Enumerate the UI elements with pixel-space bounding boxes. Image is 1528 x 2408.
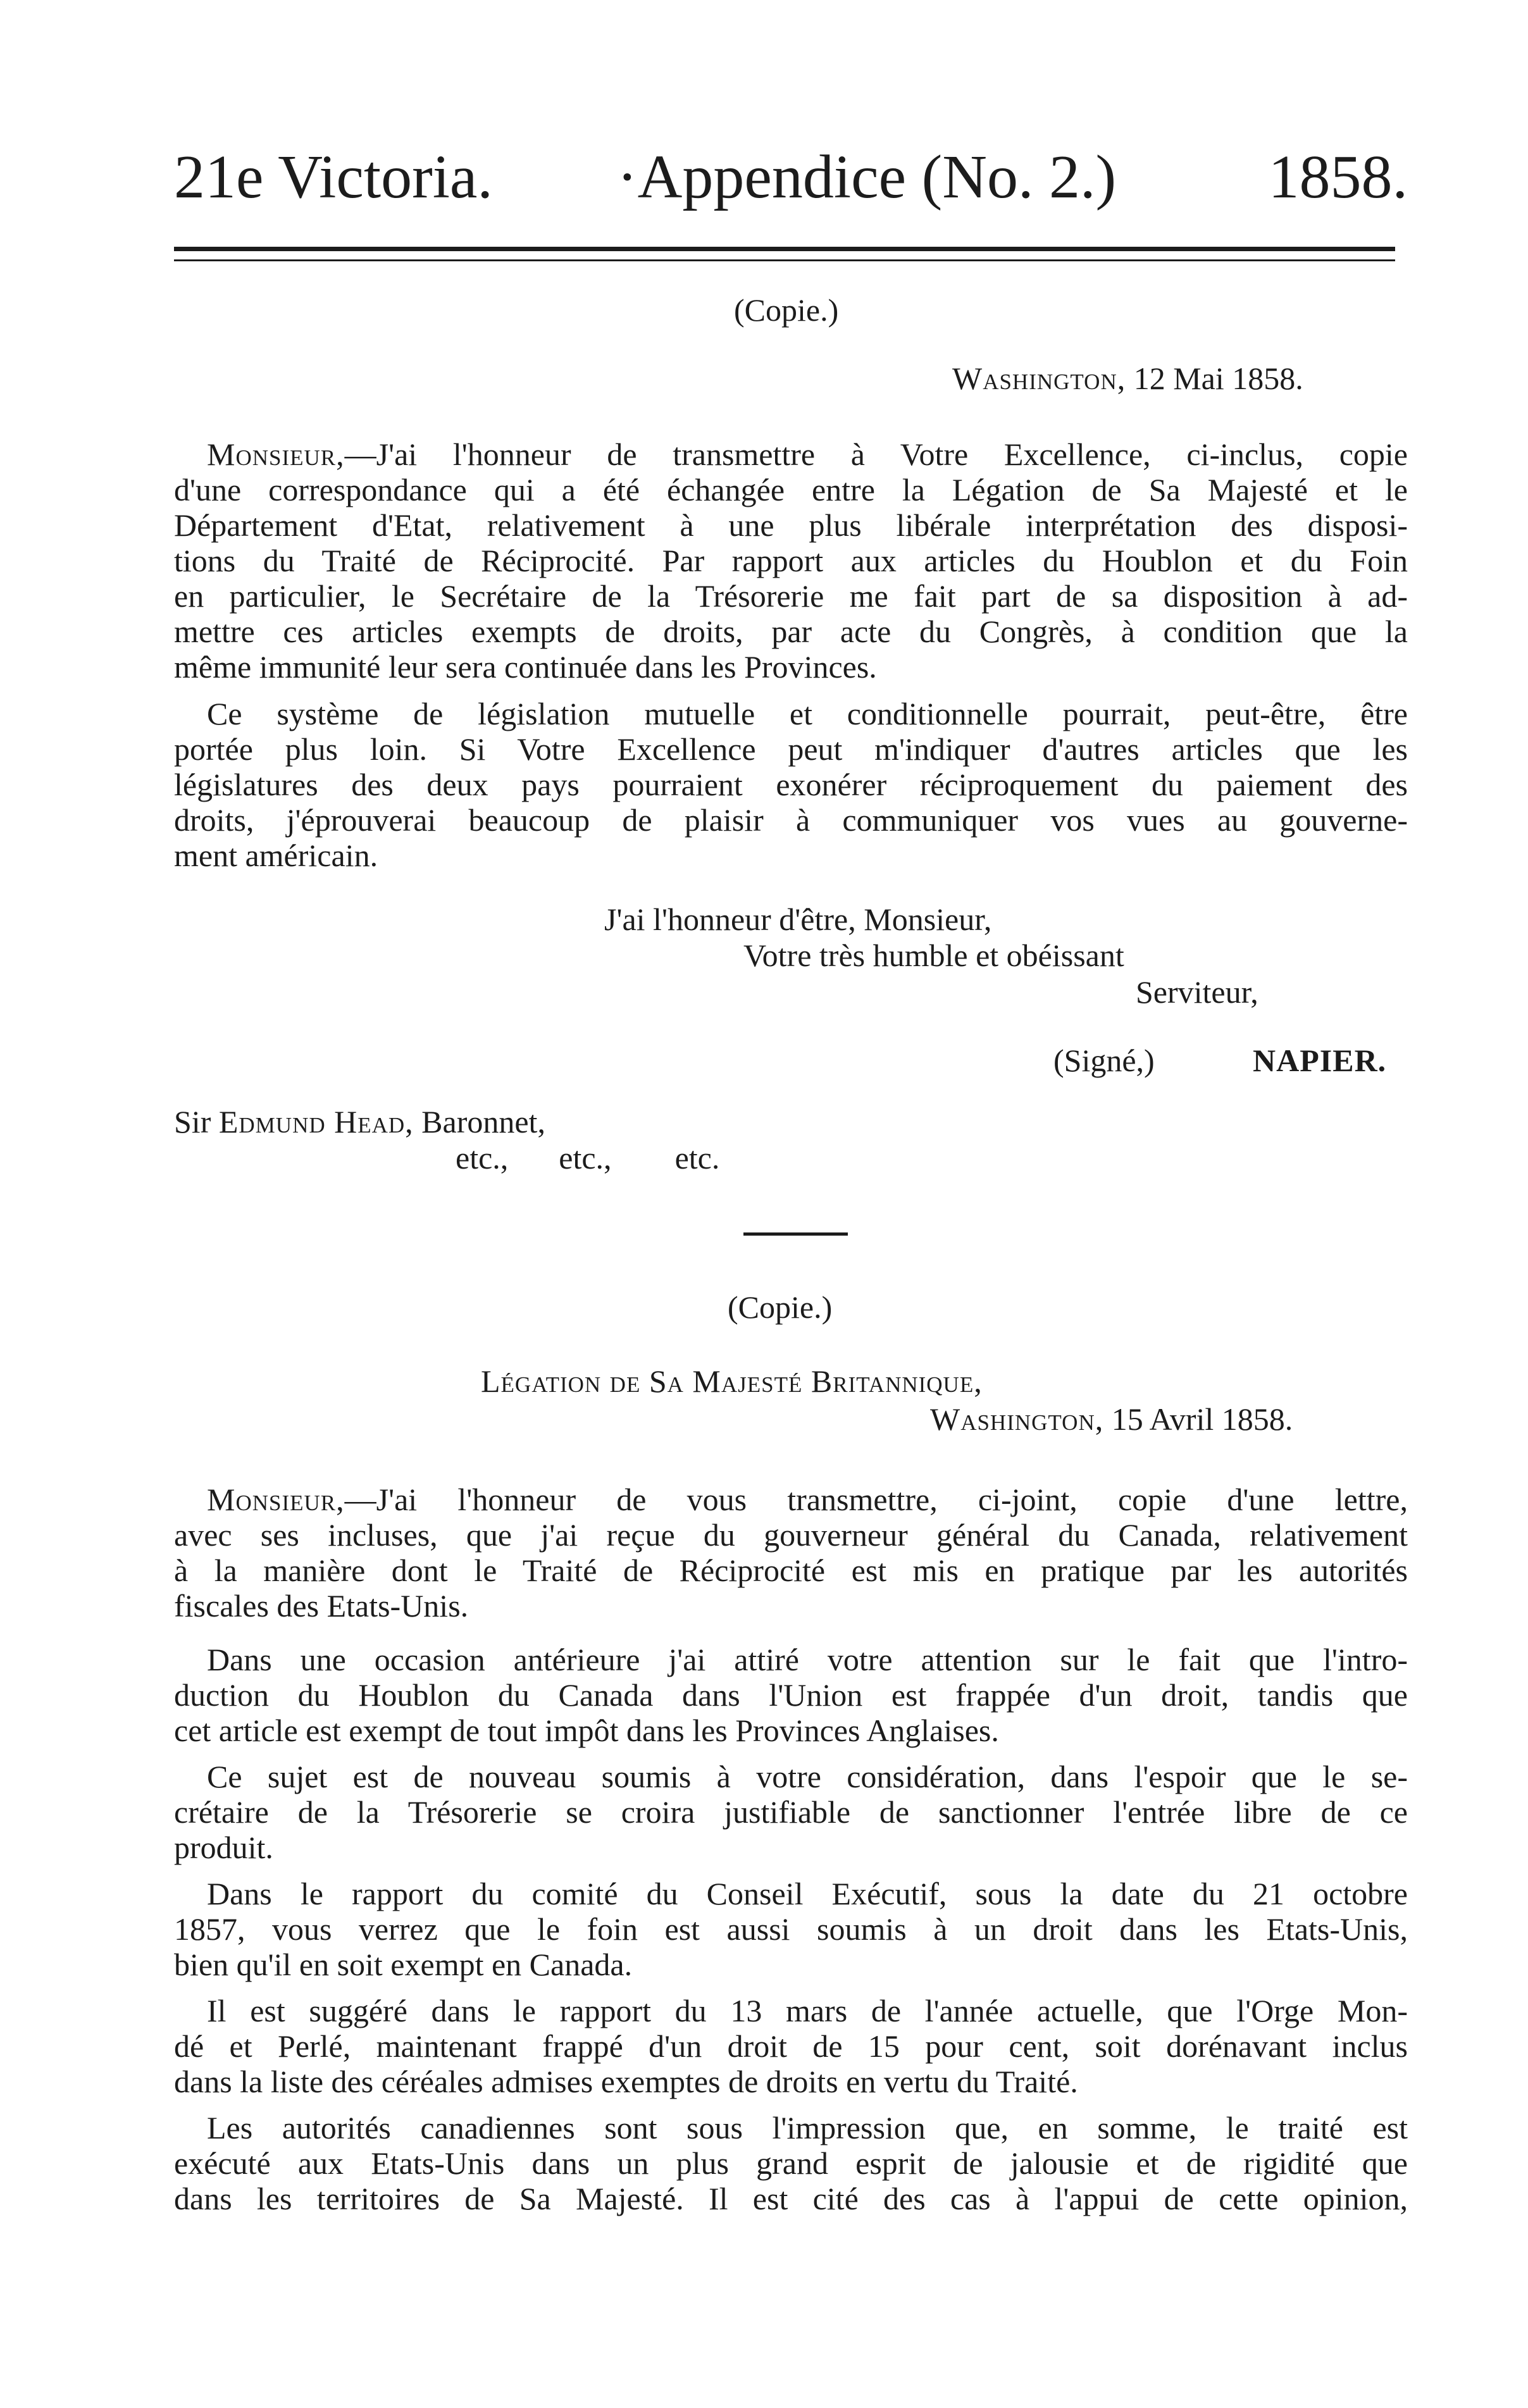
letter1-signed-label: (Signé,) [1053, 1043, 1155, 1078]
letter2-paragraph-2: Dans une occasion antérieure j'ai attiré votre attention sur le fait que l'intro- duction du Houblon du Canada dans l'Union est frappée d'un droit, tandis que cet article est exempt de tout impôt dans les Provinces Anglaises. [174, 1642, 1408, 1748]
addressee-name: Edmund Head, [218, 1104, 414, 1139]
letter1-date: 12 Mai 1858. [1133, 361, 1303, 396]
letter2-dateline [930, 1401, 1293, 1437]
letter1-copie-label: (Copie.) [734, 292, 839, 328]
letter1-closing-line-2: Votre très humble et obéissant [743, 938, 1124, 973]
header-year: 1858. [1268, 143, 1408, 211]
letter2-place: Washington, [930, 1401, 1104, 1437]
page-header [174, 142, 1408, 212]
letter2-copie-label: (Copie.) [728, 1289, 833, 1325]
header-rule-thin [174, 259, 1395, 261]
letter2-salutation: Monsieur, [207, 1482, 345, 1517]
header-appendix-title: ·Appendice (No. 2.) [617, 143, 1117, 211]
letter1-place: Washington, [952, 361, 1126, 396]
letter2-paragraph-4: Dans le rapport du comité du Conseil Exécutif, sous la date du 21 octobre 1857, vous verrez que le foin est aussi soumis à un droit dans les Etats-Unis, bien qu'il en soit exempt en Canada. [174, 1876, 1408, 1982]
letter2-paragraph-1: Monsieur,—J'ai l'honneur de vous transmettre, ci-joint, copie d'une lettre, avec ses incluses, que j'ai reçue du gouverneur général du Canada, relativement à la manière dont le Traité de Réciprocité est mis en pratique par les autorités fiscales des Etats-Unis. [174, 1482, 1408, 1623]
letter2-paragraph-6: Les autorités canadiennes sont sous l'impression que, en somme, le traité est exécuté aux Etats-Unis dans un plus grand esprit de jalousie et de rigidité que dans les territoires de Sa Majesté. Il est cité des cas à l'appui de cette opinion, [174, 2110, 1408, 2216]
header-rule-thick [174, 247, 1395, 251]
letter1-paragraph-1: Monsieur,—J'ai l'honneur de transmettre à Votre Excellence, ci-inclus, copie d'une correspondance qui a été échangée entre la Légation de Sa Majesté et le Département d'Etat, relativement à une plus libérale interprétation des disposi- tions du Traité de Réciprocité. Par rapport aux articles du Houblon et du Foin en particulier, le Secrétaire de la Trésorerie me fait part de sa disposition à ad- mettre ces articles exempts de droits, par acte du Congrès, à condition que la même immunité leur sera continuée dans les Provinces. [174, 437, 1408, 685]
letter1-closing-line-3: Serviteur, [1136, 974, 1258, 1010]
letter2-paragraph-5: Il est suggéré dans le rapport du 13 mars de l'année actuelle, que l'Orge Mon- dé et Perlé, maintenant frappé d'un droit de 15 pour cent, soit dorénavant inclus dans la liste des céréales admises exemptes de droits en vertu du Traité. [174, 1993, 1408, 2099]
letter1-salutation: Monsieur, [207, 437, 345, 472]
section-divider [743, 1232, 848, 1236]
letter1-paragraph-2: Ce système de législation mutuelle et conditionnelle pourrait, peut-être, être portée plus loin. Si Votre Excellence peut m'indiquer d'autres articles que les législatures des deux pays pourraient exonérer réciproquement du paiement des droits, j'éprouverai beaucoup de plaisir à communiquer vos vues au gouverne- ment américain. [174, 696, 1408, 873]
letter2-paragraph-3: Ce sujet est de nouveau soumis à votre considération, dans l'espoir que le se- crétaire de la Trésorerie se croira justifiable de sanctionner l'entrée libre de ce produit. [174, 1759, 1408, 1865]
letter2-date: 15 Avril 1858. [1111, 1401, 1293, 1437]
letter1-closing-line-1: J'ai l'honneur d'être, Monsieur, [604, 902, 992, 937]
letter1-dateline [952, 361, 1303, 396]
letter1-addressee-etc: etc., etc., etc. [456, 1140, 720, 1176]
letter2-legation: Légation de Sa Majesté Britannique, [481, 1363, 983, 1399]
header-regnal-year: 21e Victoria. [174, 143, 493, 211]
letter1-addressee: Sir Edmund Head, Baronnet, [174, 1104, 545, 1139]
letter1-signer: NAPIER. [1253, 1043, 1387, 1078]
